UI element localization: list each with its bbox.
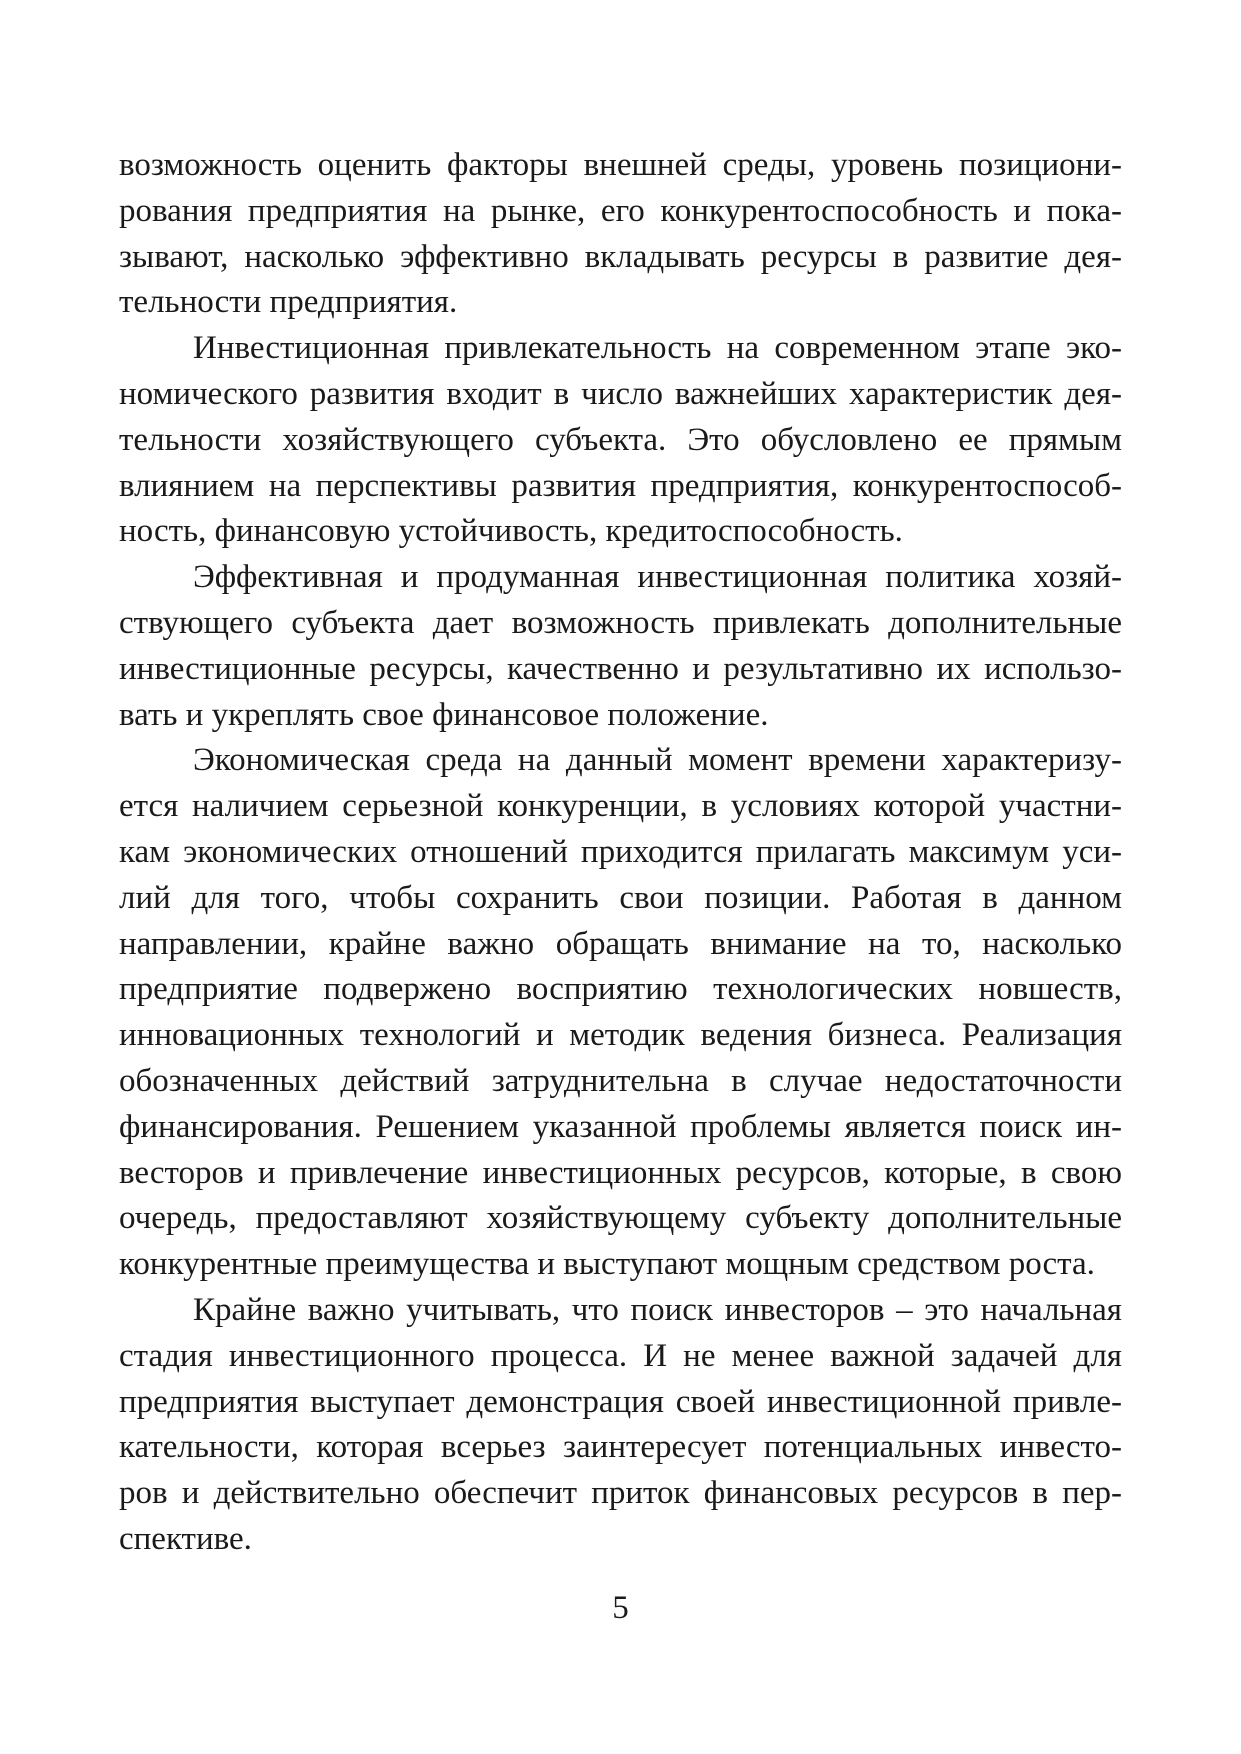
text-line: рования предприятия на рынке, его конкурентоспособность и пока- (119, 192, 1122, 229)
text-line: кательности, которая всерьез заинтересует потенциальных инвесто- (119, 1429, 1122, 1466)
paragraph-2 (119, 326, 1122, 555)
text-line: предприятия выступает демонстрация своей инвестиционной привле- (119, 1383, 1122, 1420)
text-line: спективе. (119, 1520, 252, 1557)
text-line: тельности предприятия. (119, 284, 458, 321)
text-line: Экономическая среда на данный момент времени характеризу- (193, 742, 1122, 779)
paragraph-4 (119, 738, 1122, 1288)
text-line: Крайне важно учитывать, что поиск инвесторов – это начальная (193, 1291, 1122, 1328)
text-line: ется наличием серьезной конкуренции, в условиях которой участни- (119, 788, 1122, 825)
paragraph-5 (119, 1288, 1122, 1563)
text-line: лий для того, чтобы сохранить свои позиции. Работая в данном (119, 879, 1122, 916)
text-line: инвестиционные ресурсы, качественно и результативно их использо- (119, 650, 1122, 687)
paragraph-3 (119, 555, 1122, 738)
text-line: Инвестиционная привлекательность на современном этапе эко- (193, 330, 1122, 367)
text-line: влиянием на перспективы развития предприятия, конкурентоспособ- (119, 467, 1122, 504)
text-line: направлении, крайне важно обращать внимание на то, насколько (119, 925, 1122, 962)
paragraph-1 (119, 143, 1122, 326)
text-line: предприятие подвержено восприятию технологических новшеств, (119, 971, 1122, 1008)
text-line: обозначенных действий затруднительна в случае недостаточности (119, 1062, 1122, 1099)
text-line: финансирования. Решением указанной проблемы является поиск ин- (119, 1108, 1122, 1145)
text-line: номического развития входит в число важнейших характеристик дея- (119, 375, 1122, 412)
text-line: тельности хозяйствующего субъекта. Это обусловлено ее прямым (119, 421, 1122, 458)
text-line: ров и действительно обеспечит приток финансовых ресурсов в пер- (119, 1475, 1122, 1512)
text-line: весторов и привлечение инвестиционных ресурсов, которые, в свою (119, 1154, 1122, 1191)
text-line: Эффективная и продуманная инвестиционная политика хозяй- (193, 559, 1122, 596)
text-line: ствующего субъекта дает возможность привлекать дополнительные (119, 604, 1122, 641)
text-line: стадия инвестиционного процесса. И не менее важной задачей для (119, 1337, 1122, 1374)
text-line: вать и укреплять свое финансовое положение. (119, 696, 769, 733)
text-line: кам экономических отношений приходится прилагать максимум уси- (119, 833, 1122, 870)
page-number: 5 (612, 1590, 629, 1626)
document-body (119, 143, 1122, 1563)
text-line: инновационных технологий и методик ведения бизнеса. Реализация (119, 1017, 1122, 1054)
text-line: очередь, предоставляют хозяйствующему субъекту дополнительные (119, 1200, 1122, 1237)
text-line: ность, финансовую устойчивость, кредитоспособность. (119, 513, 903, 550)
text-line: конкурентные преимущества и выступают мощным средством роста. (119, 1246, 1095, 1283)
text-line: зывают, насколько эффективно вкладывать ресурсы в развитие дея- (119, 238, 1122, 275)
text-line: возможность оценить факторы внешней среды, уровень позициони- (119, 147, 1122, 183)
